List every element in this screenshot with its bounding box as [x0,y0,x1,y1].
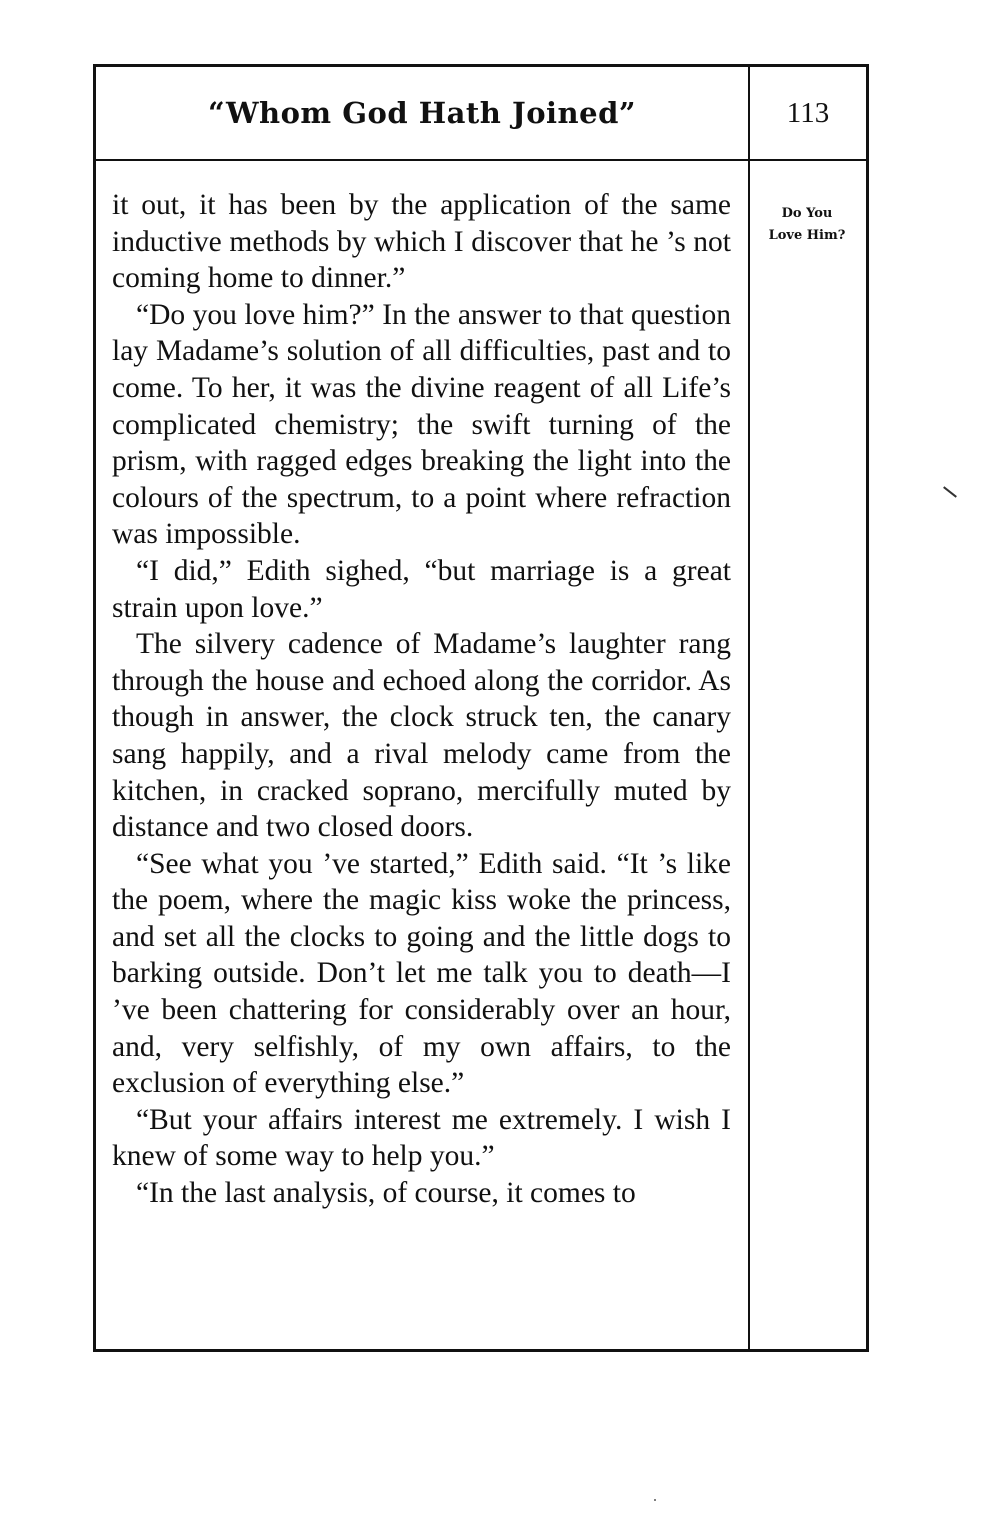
paragraph: “I did,” Edith sighed, “but marriage is a great strain upon love.” [112,554,731,624]
paragraph: “Do you love him?” In the answer to that question lay Madame’s solution of all difficulties, past and to come. To her, it was the divine reagent of all Life’s complicated chemistry; the swift turning of the prism, with ragged edges breaking the light into the colours of the spectrum, to a point where refraction was impossible. [112,298,731,551]
column-divider [748,67,750,1349]
margin-note-line: Do You [781,206,833,221]
running-title: “Whom God Hath Joined” [207,96,637,130]
page-number: 113 [786,96,830,129]
margin-note-line: Love Him? [768,228,846,243]
paragraph: “See what you ’ve started,” Edith said. “It ’s like the poem, where the magic kiss woke the princess, and set all the clocks to going and the little dogs to barking outside. Don’t let me talk you to death—I ’ve been chattering for considerably over an hour, and, very selfishly, of my own affairs, to the exclusion of everything else.” [112,847,731,1100]
header-row [96,67,866,161]
body-text [112,187,731,1212]
speck [654,1499,656,1501]
paragraph: “But your affairs interest me extremely. I wish I knew of some way to help you.” [112,1103,731,1173]
paragraph: “In the last analysis, of course, it comes to [136,1177,636,1210]
paragraph: The silvery cadence of Madame’s laughter rang through the house and echoed along the corridor. As though in answer, the clock struck ten, the canary sang happily, and a rival melody came from the kitchen, in cracked soprano, mercifully muted by distance and two closed doors. [112,628,731,844]
page-frame [93,64,869,1352]
stray-mark [943,486,957,497]
margin-note [752,203,862,247]
paragraph: it out, it has been by the application of the same inductive methods by which I discover that he ’s not coming home to dinner.” [112,189,731,295]
